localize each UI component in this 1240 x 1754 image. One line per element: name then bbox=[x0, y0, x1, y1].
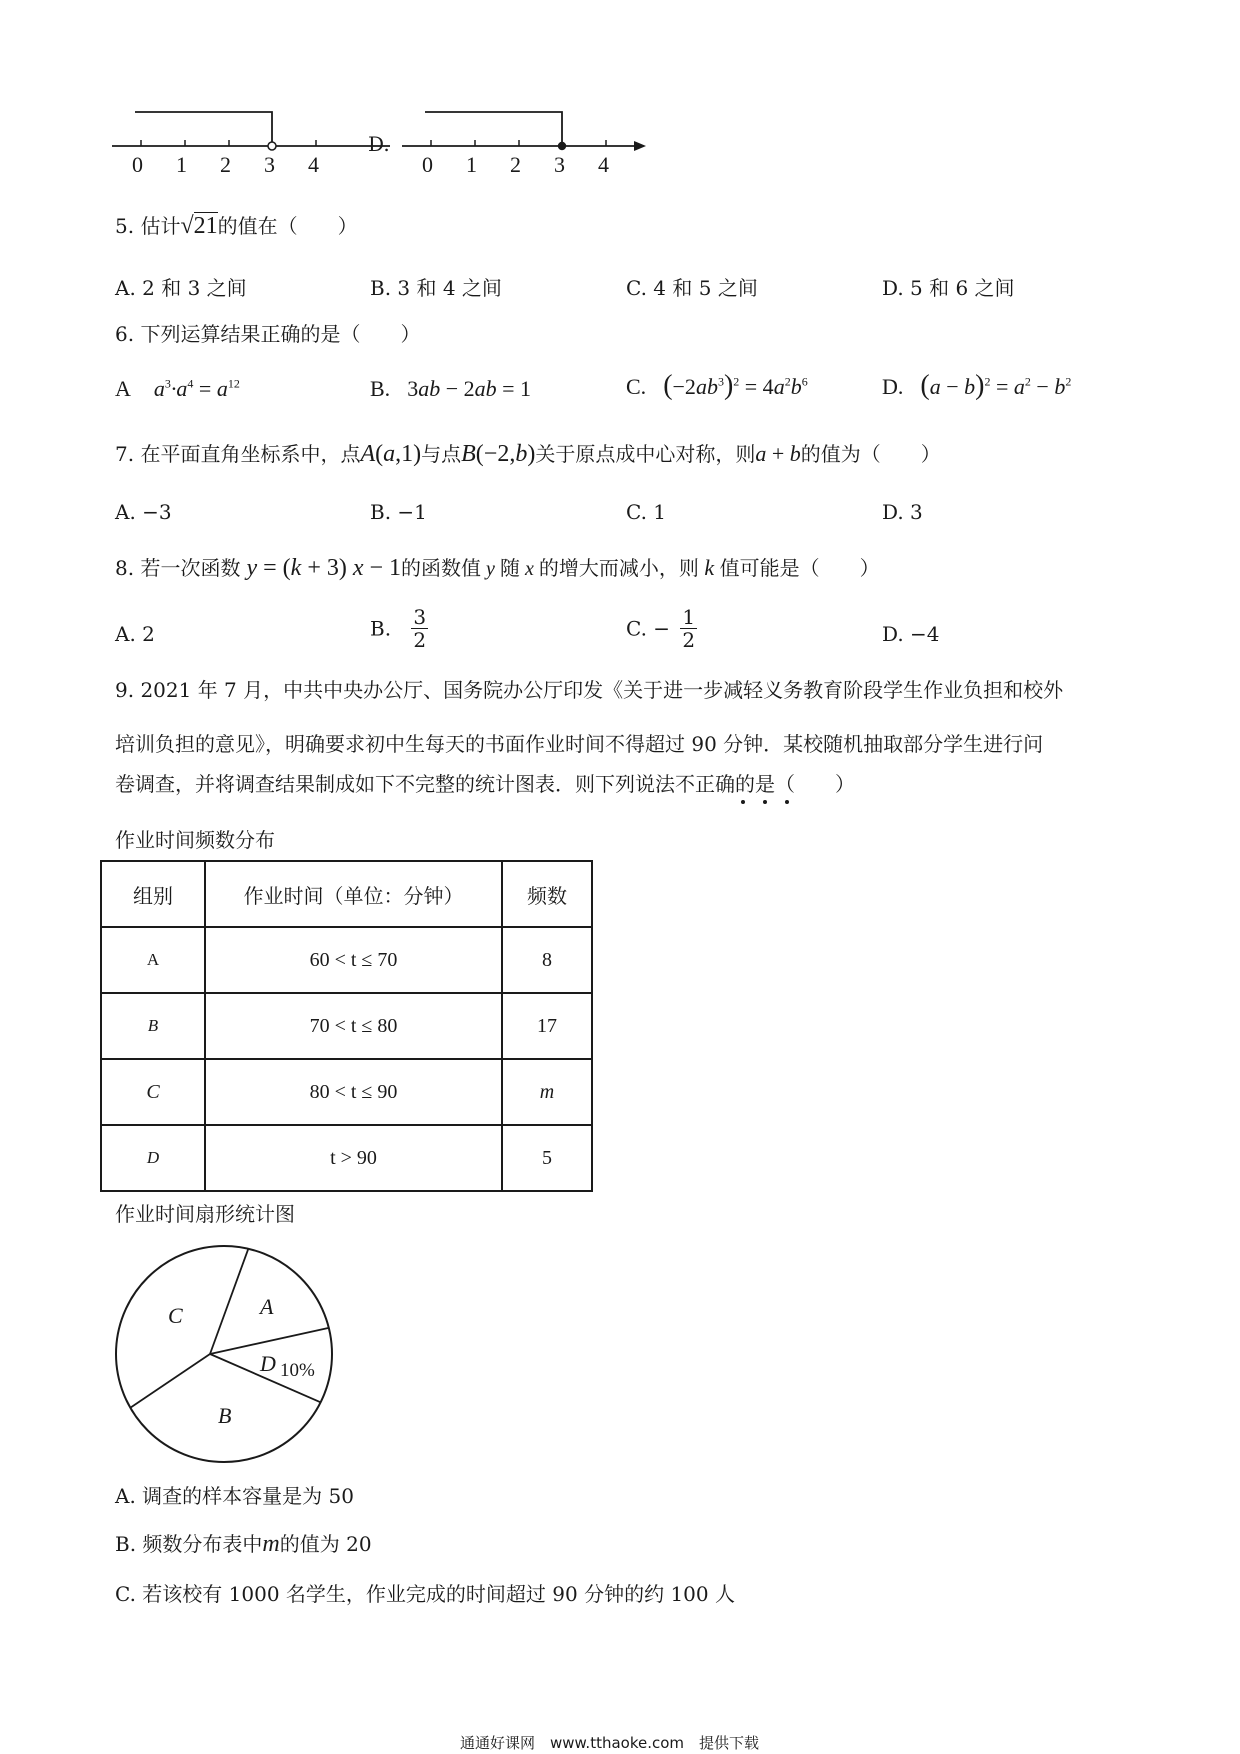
q9-option-a: A. 调查的样本容量是为 50 bbox=[115, 1484, 354, 1508]
q8-option-c: C. − $\frac{1}{2}$ bbox=[626, 605, 696, 652]
tick-label: 2 bbox=[220, 152, 231, 177]
pie-chart bbox=[110, 1245, 350, 1475]
table-cell: 17 bbox=[502, 993, 592, 1059]
q5-option-a: A. 2 和 3 之间 bbox=[115, 276, 247, 300]
frequency-table bbox=[100, 860, 593, 1192]
table-cell: 60 < t ≤ 70 bbox=[205, 927, 502, 993]
tick-label: 3 bbox=[554, 152, 565, 177]
q9-option-b: B. 频数分布表中m的值为 20 bbox=[115, 1531, 372, 1557]
tick-label: 1 bbox=[176, 152, 187, 177]
q6-option-b: B. 3ab − 2ab = 1 bbox=[370, 376, 532, 401]
table-header: 作业时间（单位：分钟） bbox=[205, 861, 502, 927]
question-9-line-3: 卷调查，并将调查结果制成如下不完整的统计图表．则下列说法不正确的是（ ） bbox=[115, 772, 855, 796]
tick-label: 0 bbox=[132, 152, 143, 177]
q7-option-d: D. 3 bbox=[882, 500, 923, 524]
q5-option-b: B. 3 和 4 之间 bbox=[370, 276, 502, 300]
tick-label: 4 bbox=[308, 152, 319, 177]
q7-option-c: C. 1 bbox=[626, 500, 667, 524]
sqrt-expression: √21 bbox=[180, 213, 218, 239]
table-row bbox=[101, 993, 592, 1059]
pie-label-b: B bbox=[218, 1403, 232, 1428]
q9-option-c: C. 若该校有 1000 名学生，作业完成的时间超过 90 分钟的约 100 人 bbox=[115, 1582, 735, 1606]
q6-option-d: D. $(a - b)^2 = a^2 - b^2$ bbox=[882, 370, 1072, 401]
table-row bbox=[101, 1059, 592, 1125]
table-cell: 80 < t ≤ 90 bbox=[205, 1059, 502, 1125]
emphasis-dot bbox=[763, 800, 767, 804]
pie-label-d-percent: 10% bbox=[280, 1360, 315, 1381]
pie-outline bbox=[116, 1246, 332, 1462]
footer: 通通好课网 www.tthaoke.com 提供下载 bbox=[460, 1734, 760, 1752]
table-header: 频数 bbox=[502, 861, 592, 927]
table-cell: t > 90 bbox=[205, 1125, 502, 1191]
question-6-stem: 6. 下列运算结果正确的是（ ） bbox=[115, 322, 421, 346]
table-cell: 5 bbox=[502, 1125, 592, 1191]
question-8-stem: 8. 若一次函数 y = (k + 3) x − 1的函数值 y 随 x 的增大而减小，则 k 值可能是（ ） bbox=[115, 555, 880, 581]
table-cell: 8 bbox=[502, 927, 592, 993]
table-header-row bbox=[101, 861, 592, 927]
number-line-c bbox=[100, 100, 390, 180]
q6-option-a: A $a^3\cdot a^4 = a^{12}$ bbox=[115, 376, 240, 401]
question-7-stem: 7. 在平面直角坐标系中，点A(a,1)与点B(−2,b)关于原点成中心对称，则a + b的值为（ ） bbox=[115, 441, 941, 467]
table-title: 作业时间频数分布 bbox=[115, 828, 275, 852]
table-cell: C bbox=[101, 1059, 205, 1125]
q8-option-d: D. −4 bbox=[882, 622, 940, 646]
table-cell: A bbox=[101, 927, 205, 993]
pie-label-a: A bbox=[260, 1294, 274, 1319]
table-cell: m bbox=[502, 1059, 592, 1125]
table-row bbox=[101, 927, 592, 993]
pie-slice-boundary-a bbox=[210, 1249, 248, 1354]
tick-label: 3 bbox=[264, 152, 275, 177]
tick-label: 4 bbox=[598, 152, 609, 177]
q5-option-c: C. 4 和 5 之间 bbox=[626, 276, 758, 300]
q8-option-b: B. $\frac{3}{2}$ bbox=[370, 605, 427, 652]
table-row bbox=[101, 1125, 592, 1191]
option-d-label: D. bbox=[368, 132, 390, 156]
table-cell: 70 < t ≤ 80 bbox=[205, 993, 502, 1059]
pie-label-d: D bbox=[260, 1351, 276, 1376]
emphasis-dot bbox=[741, 800, 745, 804]
pie-label-c: C bbox=[168, 1303, 183, 1328]
table-cell: D bbox=[101, 1125, 205, 1191]
pie-slice-boundary-c bbox=[130, 1354, 210, 1408]
q8-option-a: A. 2 bbox=[115, 622, 155, 646]
q7-option-b: B. −1 bbox=[370, 500, 427, 524]
question-9-line-1: 9. 2021 年 7 月，中共中央办公厅、国务院办公厅印发《关于进一步减轻义务教育阶段学生作业负担和校外 bbox=[115, 678, 1064, 702]
pie-chart-title: 作业时间扇形统计图 bbox=[115, 1202, 295, 1226]
q7-option-a: A. −3 bbox=[115, 500, 172, 524]
table-header: 组别 bbox=[101, 861, 205, 927]
table-cell: B bbox=[101, 993, 205, 1059]
question-9-line-2: 培训负担的意见》，明确要求初中生每天的书面作业时间不得超过 90 分钟．某校随机抽取部分学生进行问 bbox=[115, 732, 1044, 756]
question-5-stem: 5. 估计√21的值在（ ） bbox=[115, 213, 358, 239]
tick-label: 2 bbox=[510, 152, 521, 177]
q6-option-c: C. $(-2ab^3)^2 = 4a^2b^6$ bbox=[626, 370, 808, 401]
tick-label: 1 bbox=[466, 152, 477, 177]
tick-label: 0 bbox=[422, 152, 433, 177]
q5-option-d: D. 5 和 6 之间 bbox=[882, 276, 1015, 300]
emphasis-dot bbox=[785, 800, 789, 804]
